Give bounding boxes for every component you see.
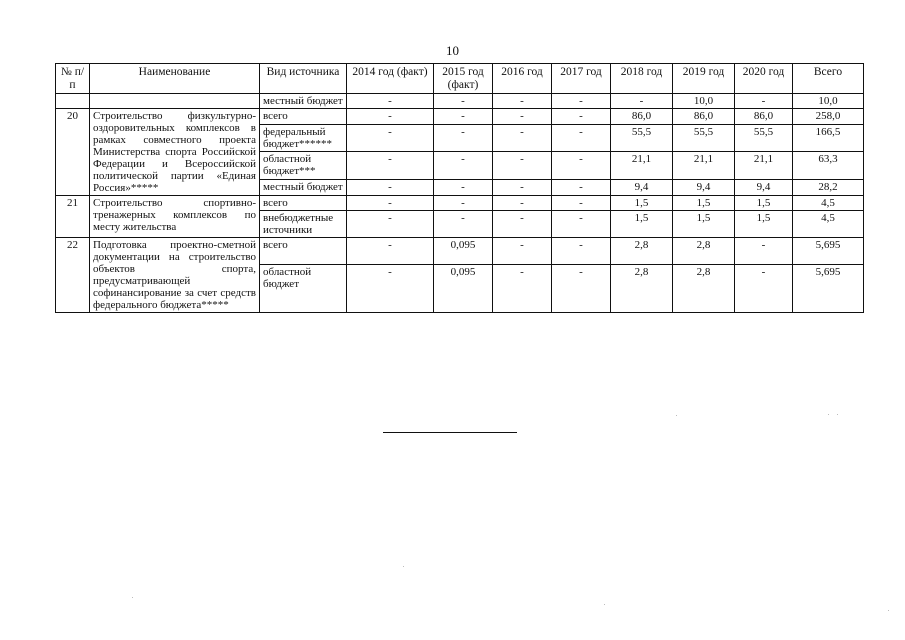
table-row: [56, 94, 864, 109]
header-2015: 2015 год (факт): [434, 64, 493, 94]
value-2017: -: [552, 211, 611, 238]
value-2018: -: [611, 94, 673, 109]
value-2017: -: [552, 94, 611, 109]
value-2019: 2,8: [673, 238, 735, 265]
funding-source: внебюджетные источники: [260, 211, 347, 238]
item-name: Подготовка проектно-сметной документации на строительство объектов спорта, предусматривающей софинансирование за счет средств федерального бюджета*****: [90, 238, 260, 313]
header-2017: 2017 год: [552, 64, 611, 94]
value-total: 166,5: [793, 124, 864, 152]
value-2020: 86,0: [735, 109, 793, 125]
value-2016: -: [493, 211, 552, 238]
value-total: 258,0: [793, 109, 864, 125]
value-2020: 9,4: [735, 180, 793, 196]
value-2019: 9,4: [673, 180, 735, 196]
value-2016: -: [493, 180, 552, 196]
value-2020: -: [735, 94, 793, 109]
scan-speck: [676, 415, 677, 416]
value-total: 4,5: [793, 196, 864, 211]
item-name: [90, 94, 260, 109]
budget-table: [55, 63, 864, 313]
table-row: [56, 238, 864, 265]
item-number: 20: [56, 109, 90, 196]
funding-source: всего: [260, 196, 347, 211]
item-number: [56, 94, 90, 109]
value-2016: -: [493, 109, 552, 125]
value-2018: 1,5: [611, 211, 673, 238]
funding-source: федеральный бюджет******: [260, 124, 347, 152]
value-2015: 0,095: [434, 238, 493, 265]
header-name: Наименование: [90, 64, 260, 94]
value-2014: -: [347, 180, 434, 196]
value-2019: 1,5: [673, 211, 735, 238]
value-2019: 1,5: [673, 196, 735, 211]
value-2020: 55,5: [735, 124, 793, 152]
footer-rule: [383, 432, 517, 433]
item-number: 22: [56, 238, 90, 313]
scan-speck: [403, 566, 404, 567]
value-2018: 2,8: [611, 264, 673, 312]
value-2014: -: [347, 152, 434, 180]
value-2015: -: [434, 196, 493, 211]
value-2019: 86,0: [673, 109, 735, 125]
table-body: [56, 94, 864, 313]
value-2014: -: [347, 264, 434, 312]
funding-source: всего: [260, 238, 347, 265]
scan-speck: [828, 414, 829, 415]
value-2015: -: [434, 94, 493, 109]
value-2019: 55,5: [673, 124, 735, 152]
value-2020: 1,5: [735, 211, 793, 238]
value-2020: 1,5: [735, 196, 793, 211]
scan-speck: [132, 597, 133, 598]
table-header: [56, 64, 864, 94]
value-2015: -: [434, 152, 493, 180]
value-2017: -: [552, 180, 611, 196]
value-2016: -: [493, 124, 552, 152]
value-2017: -: [552, 238, 611, 265]
funding-source: областной бюджет***: [260, 152, 347, 180]
header-2020: 2020 год: [735, 64, 793, 94]
value-2016: -: [493, 264, 552, 312]
value-2017: -: [552, 196, 611, 211]
value-2016: -: [493, 196, 552, 211]
value-2020: -: [735, 264, 793, 312]
value-2018: 55,5: [611, 124, 673, 152]
value-total: 4,5: [793, 211, 864, 238]
value-2016: -: [493, 238, 552, 265]
value-2015: -: [434, 211, 493, 238]
value-2018: 1,5: [611, 196, 673, 211]
value-2016: -: [493, 152, 552, 180]
value-total: 10,0: [793, 94, 864, 109]
scan-speck: [837, 414, 838, 415]
value-total: 63,3: [793, 152, 864, 180]
value-2017: -: [552, 152, 611, 180]
value-2020: -: [735, 238, 793, 265]
value-total: 28,2: [793, 180, 864, 196]
value-2014: -: [347, 109, 434, 125]
value-2019: 2,8: [673, 264, 735, 312]
funding-source: областной бюджет: [260, 264, 347, 312]
value-2018: 21,1: [611, 152, 673, 180]
funding-source: местный бюджет: [260, 180, 347, 196]
value-2019: 21,1: [673, 152, 735, 180]
header-2019: 2019 год: [673, 64, 735, 94]
value-2014: -: [347, 238, 434, 265]
value-2015: -: [434, 109, 493, 125]
value-2017: -: [552, 264, 611, 312]
value-2019: 10,0: [673, 94, 735, 109]
value-2016: -: [493, 94, 552, 109]
item-name: Строительство спортивно-тренажерных комплексов по месту жительства: [90, 196, 260, 238]
header-total: Всего: [793, 64, 864, 94]
table-row: [56, 109, 864, 125]
value-2015: -: [434, 124, 493, 152]
value-2014: -: [347, 124, 434, 152]
header-num: № п/п: [56, 64, 90, 94]
value-2015: 0,095: [434, 264, 493, 312]
value-2018: 9,4: [611, 180, 673, 196]
value-2018: 2,8: [611, 238, 673, 265]
header-2018: 2018 год: [611, 64, 673, 94]
scan-speck: [888, 610, 889, 611]
header-source: Вид источника: [260, 64, 347, 94]
value-2015: -: [434, 180, 493, 196]
value-2020: 21,1: [735, 152, 793, 180]
value-2014: -: [347, 94, 434, 109]
item-name: Строительство физкультурно-оздоровительных комплексов в рамках совместного проекта Министерства спорта Российской Федерации и Всероссийской политической партии «Единая Россия»*****: [90, 109, 260, 196]
value-2018: 86,0: [611, 109, 673, 125]
funding-source: всего: [260, 109, 347, 125]
scan-speck: [604, 604, 605, 605]
value-2017: -: [552, 109, 611, 125]
value-total: 5,695: [793, 264, 864, 312]
header-2016: 2016 год: [493, 64, 552, 94]
value-2017: -: [552, 124, 611, 152]
item-number: 21: [56, 196, 90, 238]
header-2014: 2014 год (факт): [347, 64, 434, 94]
value-2014: -: [347, 196, 434, 211]
table-row: [56, 196, 864, 211]
value-2014: -: [347, 211, 434, 238]
funding-source: местный бюджет: [260, 94, 347, 109]
page-number: 10: [446, 43, 459, 58]
value-total: 5,695: [793, 238, 864, 265]
